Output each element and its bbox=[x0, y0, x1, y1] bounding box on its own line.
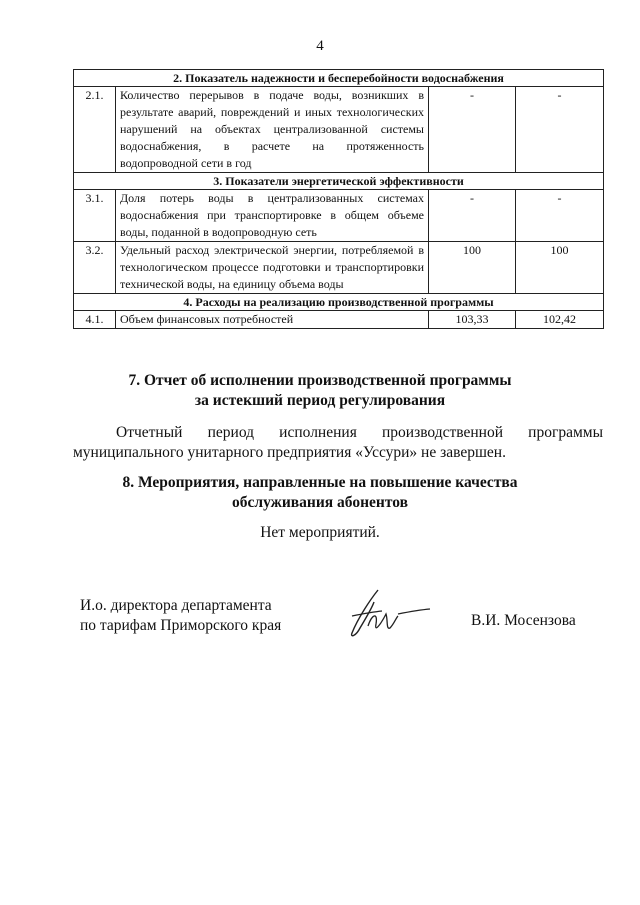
section-row bbox=[74, 294, 604, 311]
signer-position-line2: по тарифам Приморского края bbox=[80, 617, 282, 634]
section-row bbox=[74, 173, 604, 190]
section8-heading-line1: 8. Мероприятия, направленные на повышение качества bbox=[122, 474, 518, 491]
section-row bbox=[74, 70, 604, 87]
row-value-1: - bbox=[429, 190, 516, 242]
row-value-1: 103,33 bbox=[429, 311, 516, 329]
handwritten-signature bbox=[338, 578, 438, 648]
section-title: 2. Показатель надежности и бесперебойности водоснабжения bbox=[74, 70, 604, 87]
section7-heading-line1: 7. Отчет об исполнении производственной программы bbox=[128, 372, 512, 389]
section7-text-line2: муниципального унитарного предприятия «Уссури» не завершен. bbox=[73, 444, 506, 461]
section8-heading-line2: обслуживания абонентов bbox=[232, 494, 408, 511]
section-title: 4. Расходы на реализацию производственной программы bbox=[74, 294, 604, 311]
section-title: 3. Показатели энергетической эффективности bbox=[74, 173, 604, 190]
section8-text: Нет мероприятий. bbox=[260, 524, 380, 541]
table-row bbox=[74, 242, 604, 294]
row-value-2: - bbox=[516, 87, 604, 173]
table-row bbox=[74, 311, 604, 329]
signer-position-line1: И.о. директора департамента bbox=[80, 597, 272, 614]
section7-heading-line2: за истекший период регулирования bbox=[194, 392, 446, 409]
row-description: Количество перерывов в подаче воды, возникших в результате аварий, повреждений и иных технологических нарушений на объектах централизованной системы водоснабжения, в расчете на протяженность водопроводной сети в год bbox=[116, 87, 429, 173]
section7-text bbox=[73, 423, 603, 463]
row-description: Объем финансовых потребностей bbox=[116, 311, 429, 329]
row-value-1: 100 bbox=[429, 242, 516, 294]
row-number: 4.1. bbox=[74, 311, 116, 329]
section7-text-line1: Отчетный период исполнения производственной программы bbox=[116, 424, 603, 441]
row-value-1: - bbox=[429, 87, 516, 173]
row-value-2: 100 bbox=[516, 242, 604, 294]
row-number: 3.1. bbox=[74, 190, 116, 242]
row-description: Доля потерь воды в централизованных системах водоснабжения при транспортировке в общем объеме воды, поданной в водопроводную сеть bbox=[116, 190, 429, 242]
page-number: 4 bbox=[316, 38, 324, 54]
metrics-table bbox=[73, 69, 604, 329]
table-row bbox=[74, 190, 604, 242]
row-number: 2.1. bbox=[74, 87, 116, 173]
row-number: 3.2. bbox=[74, 242, 116, 294]
signer-name: В.И. Мосензова bbox=[471, 612, 576, 629]
row-value-2: 102,42 bbox=[516, 311, 604, 329]
signer-position bbox=[80, 596, 281, 636]
row-description: Удельный расход электрической энергии, потребляемой в технологическом процессе подготовки и транспортировки технической воды, на единицу объема воды bbox=[116, 242, 429, 294]
table-row bbox=[74, 87, 604, 173]
row-value-2: - bbox=[516, 190, 604, 242]
